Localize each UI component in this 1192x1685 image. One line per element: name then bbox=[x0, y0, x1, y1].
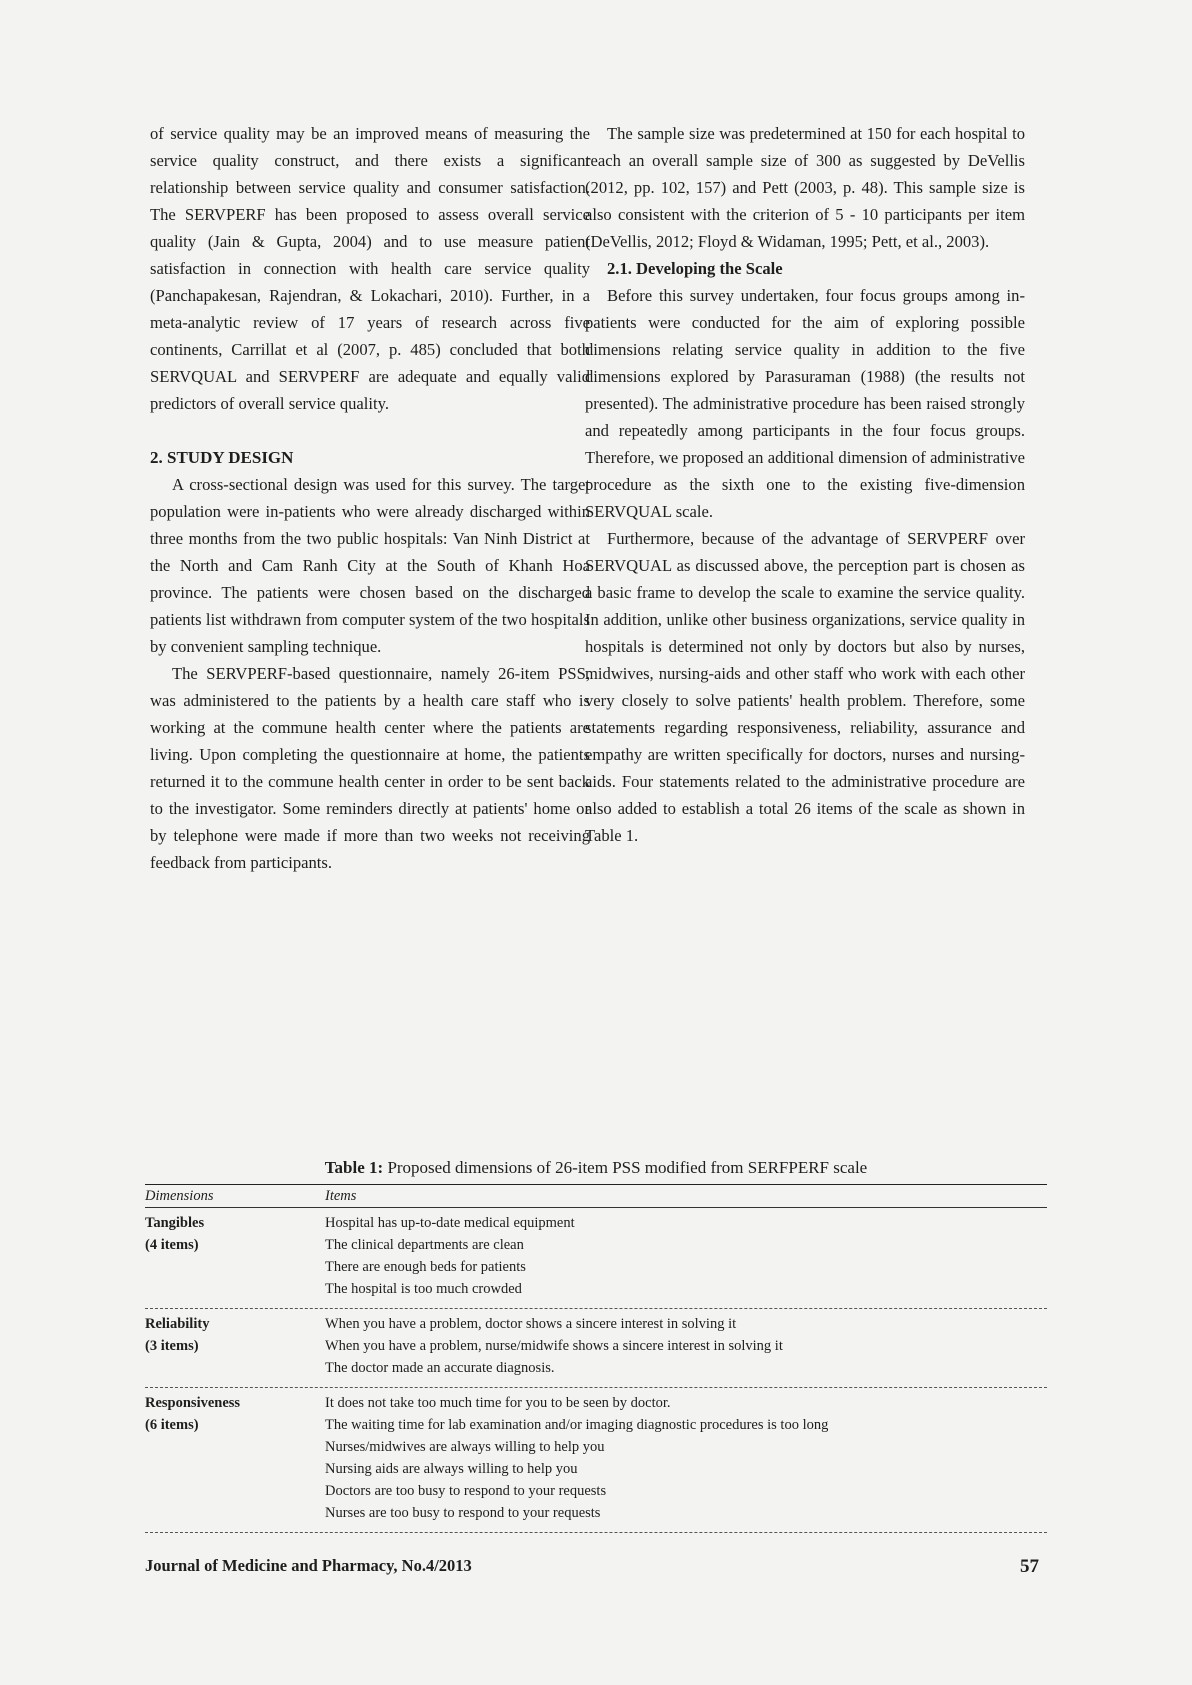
dimension-name: Responsiveness bbox=[145, 1395, 241, 1411]
right-column bbox=[585, 120, 1025, 849]
item-text: There are enough beds for patients bbox=[325, 1259, 526, 1275]
table-header-row bbox=[145, 1185, 1047, 1208]
dimension-name: Tangibles bbox=[145, 1215, 205, 1231]
table-row bbox=[145, 1309, 1047, 1388]
dimensions-table bbox=[145, 1184, 1047, 1533]
paragraph: The SERVPERF-based questionnaire, namely 26-item PSS, was administered to the patients by a health care staff who is working at the commune health center where the patients are living. Upon completing the questionnaire at home, the patients returned it to the commune health center in order to be sent back to the investigator. Some reminders directly at patients' home or by telephone were made if more than two weeks not receiving feedback from participants. bbox=[150, 664, 590, 872]
dimension-cell bbox=[145, 1313, 325, 1379]
item-text: It does not take too much time for you to be seen by doctor. bbox=[325, 1395, 671, 1411]
paragraph: The sample size was predetermined at 150 for each hospital to reach an overall sample size of 300 as suggested by DeVellis (2012, pp. 102, 157) and Pett (2003, p. 48). This sample size is also consistent with the criterion of 5 - 10 participants per item (DeVellis, 2012; Floyd & Widaman, 1995; Pett, et al., 2003). bbox=[585, 124, 1025, 251]
dimension-count: (6 items) bbox=[145, 1417, 199, 1433]
journal-footer: Journal of Medicine and Pharmacy, No.4/2013 bbox=[145, 1556, 472, 1575]
paragraph: A cross-sectional design was used for this survey. The target population were in-patients who were already discharged within three months from the two public hospitals: Van Ninh District at the North and Cam Ranh City at the South of Khanh Hoa province. The patients were chosen based on the discharged patients list withdrawn from computer system of the two hospitals by convenient sampling technique. bbox=[150, 475, 590, 656]
paragraph: of service quality may be an improved means of measuring the service quality construct, and there exists a significant relationship between service quality and consumer satisfaction. The SERVPERF has been proposed to assess overall service quality (Jain & Gupta, 2004) and to use measure patient satisfaction in connection with health care service quality (Panchapakesan, Rajendran, & Lokachari, 2010). Further, in a meta-analytic review of 17 years of research across five continents, Carrillat et al (2007, p. 485) concluded that both SERVQUAL and SERVPERF are adequate and equally valid predictors of overall service quality. bbox=[150, 124, 590, 413]
item-text: Doctors are too busy to respond to your requests bbox=[325, 1483, 607, 1499]
dimension-cell bbox=[145, 1392, 325, 1524]
paragraph: Furthermore, because of the advantage of SERVPERF over SERVQUAL as discussed above, the perception part is chosen as a basic frame to develop the scale to examine the service quality. In addition, unlike other business organizations, service quality in hospitals is determined not only by doctors but also by nurses, midwives, nursing-aids and other staff who work with each other very closely to solve patients' health problem. Therefore, some statements regarding responsiveness, reliability, assurance and empathy are written specifically for doctors, nurses and nursing-aids. Four statements related to the administrative procedure are also added to establish a total 26 items of the scale as shown in Table 1. bbox=[585, 529, 1025, 845]
subsection-heading: 2.1. Developing the Scale bbox=[607, 259, 783, 278]
dimension-count: (3 items) bbox=[145, 1338, 199, 1354]
left-column bbox=[150, 120, 590, 876]
item-text: Hospital has up-to-date medical equipment bbox=[325, 1215, 575, 1231]
items-cell bbox=[325, 1212, 1047, 1300]
section-heading: 2. STUDY DESIGN bbox=[150, 448, 294, 467]
item-text: When you have a problem, doctor shows a sincere interest in solving it bbox=[325, 1316, 737, 1332]
item-text: The waiting time for lab examination and/or imaging diagnostic procedures is too long bbox=[325, 1417, 829, 1433]
table-caption-text: Proposed dimensions of 26-item PSS modified from SERFPERF scale bbox=[387, 1158, 868, 1177]
dimension-cell bbox=[145, 1212, 325, 1300]
item-text: The hospital is too much crowded bbox=[325, 1281, 522, 1297]
dimension-name: Reliability bbox=[145, 1316, 210, 1332]
table-caption-label: Table 1: bbox=[324, 1158, 384, 1177]
item-text: When you have a problem, nurse/midwife shows a sincere interest in solving it bbox=[325, 1338, 783, 1354]
page-number: 57 bbox=[1020, 1556, 1039, 1577]
dimension-count: (4 items) bbox=[145, 1237, 199, 1253]
paragraph: Before this survey undertaken, four focus groups among in-patients were conducted for the aim of exploring possible dimensions relating service quality in addition to the five dimensions explored by Parasuraman (1988) (the results not presented). The administrative procedure has been raised strongly and repeatedly among participants in the four focus groups. Therefore, we proposed an additional dimension of administrative procedure as the sixth one to the existing five-dimension SERVQUAL scale. bbox=[585, 286, 1025, 521]
items-cell bbox=[325, 1392, 1047, 1524]
item-text: The clinical departments are clean bbox=[325, 1237, 524, 1253]
header-items: Items bbox=[325, 1188, 357, 1204]
item-text: Nursing aids are always willing to help you bbox=[325, 1461, 578, 1477]
item-text: The doctor made an accurate diagnosis. bbox=[325, 1360, 555, 1376]
item-text: Nurses are too busy to respond to your requests bbox=[325, 1505, 601, 1521]
header-dimensions: Dimensions bbox=[145, 1188, 214, 1204]
table-caption bbox=[0, 1158, 1192, 1178]
table-row bbox=[145, 1208, 1047, 1309]
item-text: Nurses/midwives are always willing to help you bbox=[325, 1439, 605, 1455]
items-cell bbox=[325, 1313, 1047, 1379]
table-row bbox=[145, 1388, 1047, 1533]
